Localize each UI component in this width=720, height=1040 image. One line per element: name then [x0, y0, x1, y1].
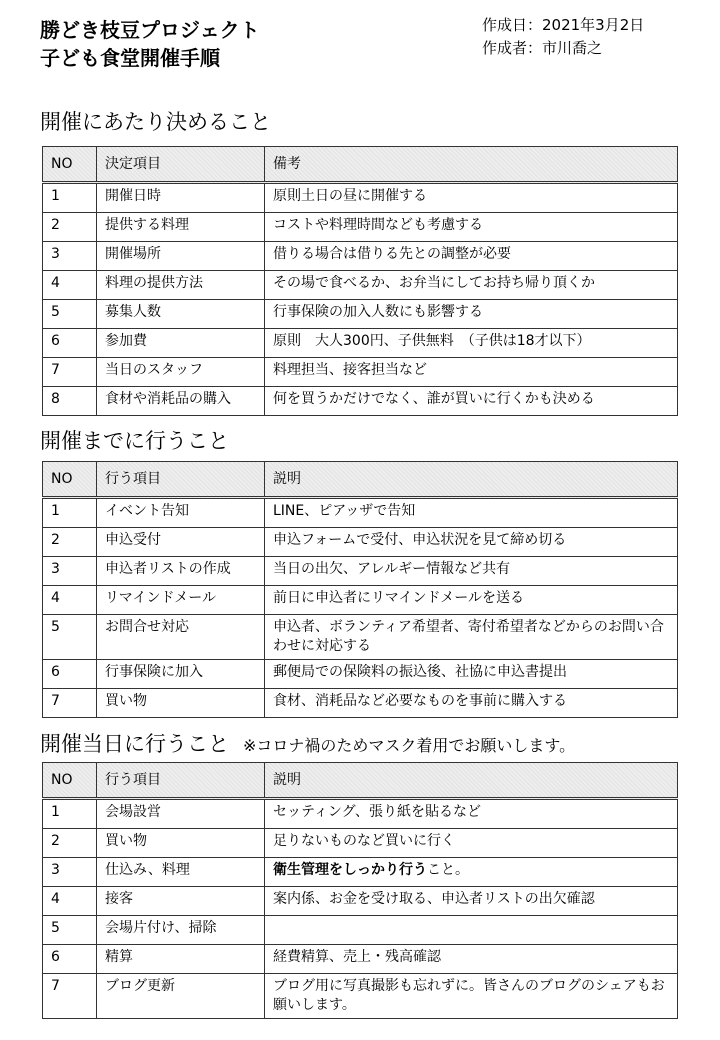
mask-note: ※コロナ禍のためマスク着用でお願いします。	[243, 736, 576, 755]
decisions-table	[42, 146, 678, 416]
table-row	[43, 557, 678, 586]
table-row	[43, 945, 678, 974]
table-row	[43, 660, 678, 689]
column-header-item: 決定項目	[97, 147, 265, 183]
table-row	[43, 213, 678, 242]
cell-description: 経費精算、売上・残高確認	[265, 945, 678, 974]
section-heading-before-event	[40, 427, 229, 455]
event-day-table	[42, 762, 678, 1019]
table-row	[43, 329, 678, 358]
cell-item: 開催場所	[97, 242, 265, 271]
column-header-no: NO	[43, 147, 97, 183]
table-row	[43, 300, 678, 329]
cell-no: 3	[43, 242, 97, 271]
cell-item: 買い物	[97, 829, 265, 858]
cell-description: セッティング、張り紙を貼るなど	[265, 799, 678, 829]
cell-item: 会場設営	[97, 799, 265, 829]
column-header-item: 行う項目	[97, 462, 265, 498]
cell-description: 案内係、お金を受け取る、申込者リストの出欠確認	[265, 887, 678, 916]
table-row	[43, 829, 678, 858]
table-row	[43, 887, 678, 916]
cell-no: 4	[43, 887, 97, 916]
cell-no: 6	[43, 660, 97, 689]
cell-no: 7	[43, 974, 97, 1019]
table-row	[43, 689, 678, 718]
cell-remarks: その場で食べるか、お弁当にしてお持ち帰り頂くか	[265, 271, 678, 300]
cell-no: 4	[43, 271, 97, 300]
cell-item: お問合せ対応	[97, 615, 265, 660]
cell-item: 精算	[97, 945, 265, 974]
section-heading-text: 開催までに行うこと	[40, 429, 229, 453]
cell-item: ブログ更新	[97, 974, 265, 1019]
cell-item: 提供する料理	[97, 213, 265, 242]
cell-remarks: 借りる場合は借りる先との調整が必要	[265, 242, 678, 271]
cell-no: 6	[43, 945, 97, 974]
cell-item: 申込受付	[97, 528, 265, 557]
cell-remarks: コストや料理時間なども考慮する	[265, 213, 678, 242]
column-header-no: NO	[43, 462, 97, 498]
table-row	[43, 974, 678, 1019]
cell-remarks: 何を買うかだけでなく、誰が買いに行くかも決める	[265, 387, 678, 416]
table-row	[43, 916, 678, 945]
table-row	[43, 799, 678, 829]
cell-no: 1	[43, 498, 97, 528]
table-header-row	[43, 462, 678, 498]
cell-no: 3	[43, 557, 97, 586]
cell-description	[265, 858, 678, 887]
cell-no: 6	[43, 329, 97, 358]
cell-remarks: 行事保険の加入人数にも影響する	[265, 300, 678, 329]
cell-no: 7	[43, 358, 97, 387]
cell-description: 申込者、ボランティア希望者、寄付希望者などからのお問い合わせに対応する	[265, 615, 678, 660]
section-heading-text: 開催にあたり決めること	[40, 110, 271, 134]
cell-description: 郵便局での保険料の振込後、社協に申込書提出	[265, 660, 678, 689]
cell-no: 4	[43, 586, 97, 615]
cell-item: 料理の提供方法	[97, 271, 265, 300]
cell-no: 1	[43, 183, 97, 213]
cell-remarks: 料理担当、接客担当など	[265, 358, 678, 387]
table-row	[43, 615, 678, 660]
cell-remarks: 原則 大人300円、子供無料 （子供は18才以下）	[265, 329, 678, 358]
cell-no: 5	[43, 300, 97, 329]
author: 作成者：市川喬之	[482, 39, 603, 57]
section-heading-decisions	[40, 108, 271, 136]
cell-item: 当日のスタッフ	[97, 358, 265, 387]
table-row	[43, 183, 678, 213]
cell-item: 募集人数	[97, 300, 265, 329]
cell-item: 参加費	[97, 329, 265, 358]
cell-remarks: 原則土日の昼に開催する	[265, 183, 678, 213]
column-header-description: 説明	[265, 763, 678, 799]
cell-item: 食材や消耗品の購入	[97, 387, 265, 416]
cell-no: 5	[43, 615, 97, 660]
cell-no: 5	[43, 916, 97, 945]
cell-description: 前日に申込者にリマインドメールを送る	[265, 586, 678, 615]
table-header-row	[43, 147, 678, 183]
cell-no: 3	[43, 858, 97, 887]
hygiene-tail: こと。	[427, 862, 469, 878]
cell-description	[265, 916, 678, 945]
cell-no: 2	[43, 829, 97, 858]
column-header-description: 説明	[265, 462, 678, 498]
document-meta	[482, 14, 644, 60]
table-row	[43, 387, 678, 416]
before-event-table	[42, 461, 678, 718]
cell-description: LINE、ピアッザで告知	[265, 498, 678, 528]
cell-description: ブログ用に写真撮影も忘れずに。皆さんのブログのシェアもお願いします。	[265, 974, 678, 1019]
section-heading-text: 開催当日に行うこと	[40, 732, 229, 756]
section-heading-event-day	[40, 730, 575, 760]
cell-description: 申込フォームで受付、申込状況を見て締め切る	[265, 528, 678, 557]
table-row	[43, 586, 678, 615]
cell-description: 足りないものなど買いに行く	[265, 829, 678, 858]
created-date: 作成日：2021年3月2日	[482, 16, 645, 34]
cell-item: 接客	[97, 887, 265, 916]
cell-item: 行事保険に加入	[97, 660, 265, 689]
cell-no: 1	[43, 799, 97, 829]
document-title	[40, 16, 260, 72]
project-name: 勝どき枝豆プロジェクト	[40, 18, 260, 42]
cell-item: 開催日時	[97, 183, 265, 213]
cell-item: 申込者リストの作成	[97, 557, 265, 586]
table-row	[43, 271, 678, 300]
cell-no: 2	[43, 528, 97, 557]
hygiene-emphasis: 衛生管理をしっかり行う	[273, 862, 427, 878]
table-row	[43, 858, 678, 887]
cell-item: 会場片付け、掃除	[97, 916, 265, 945]
cell-no: 7	[43, 689, 97, 718]
table-row	[43, 528, 678, 557]
cell-description: 食材、消耗品など必要なものを事前に購入する	[265, 689, 678, 718]
cell-item: 買い物	[97, 689, 265, 718]
column-header-item: 行う項目	[97, 763, 265, 799]
cell-item: 仕込み、料理	[97, 858, 265, 887]
cell-item: リマインドメール	[97, 586, 265, 615]
table-header-row	[43, 763, 678, 799]
table-row	[43, 498, 678, 528]
table-row	[43, 242, 678, 271]
document-subtitle: 子ども食堂開催手順	[40, 46, 220, 70]
cell-no: 2	[43, 213, 97, 242]
column-header-remarks: 備考	[265, 147, 678, 183]
cell-no: 8	[43, 387, 97, 416]
table-row	[43, 358, 678, 387]
column-header-no: NO	[43, 763, 97, 799]
cell-item: イベント告知	[97, 498, 265, 528]
cell-description: 当日の出欠、アレルギー情報など共有	[265, 557, 678, 586]
